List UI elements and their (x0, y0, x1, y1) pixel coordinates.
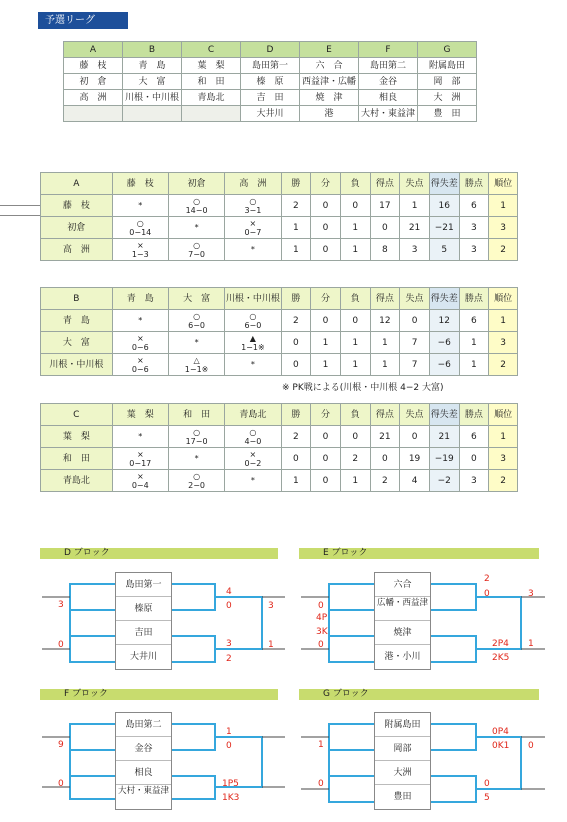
row-team: 藤 枝 (41, 195, 113, 217)
stat-cell: 2 (489, 354, 518, 376)
result-text: × (136, 471, 144, 481)
stat-cell: 1 (370, 354, 400, 376)
score: 3 (226, 639, 232, 649)
column-stat: 勝 (281, 288, 311, 310)
pk-note: ※ PK戦による(川根・中川根 4−2 大富) (282, 383, 444, 393)
column-stat: 失点 (400, 288, 430, 310)
column-stat: 勝 (281, 173, 311, 195)
stat-cell: −21 (429, 217, 459, 239)
stat-cell: 7 (400, 332, 430, 354)
row-team: 和 田 (41, 448, 113, 470)
row-team: 大 富 (41, 332, 113, 354)
stat-cell: 1 (281, 239, 311, 261)
group-cell: 榛 原 (241, 74, 300, 90)
section-title: 予選リーグ (38, 12, 128, 29)
column-stat: 勝 (281, 404, 311, 426)
group-cell: 港 (300, 106, 359, 122)
group-cell: 大 富 (123, 74, 182, 90)
group-cell: A (64, 42, 123, 58)
stat-cell: 2 (281, 426, 311, 448)
result-text: 0−2 (244, 458, 262, 468)
stat-cell: 2 (489, 470, 518, 492)
team-name: 広幡・西益津 (375, 597, 430, 621)
row-team: 青 島 (41, 310, 113, 332)
column-stat: 得点 (370, 404, 400, 426)
stat-cell: 2 (340, 448, 370, 470)
stat-cell: 6 (459, 195, 489, 217)
stat-cell: −6 (429, 354, 459, 376)
column-team: 初倉 (168, 173, 224, 195)
group-cell: C (182, 42, 241, 58)
score: 0 (58, 640, 64, 650)
score: 0 (318, 779, 324, 789)
score: 0 (58, 779, 64, 789)
result-text: × (249, 218, 257, 228)
group-cell: 藤 枝 (64, 58, 123, 74)
block-title: D ブロック (40, 548, 278, 559)
result-text: ○ (136, 218, 144, 228)
result-text: * (138, 316, 143, 325)
group-cell: 島田第一 (241, 58, 300, 74)
team-name: 島田第一 (116, 573, 171, 597)
group-cell: 六 合 (300, 58, 359, 74)
column-stat: 失点 (400, 404, 430, 426)
group-cell: 附属島田 (418, 58, 477, 74)
group-cell: 豊 田 (418, 106, 477, 122)
result-text: * (250, 476, 255, 485)
block-g-teams (374, 712, 431, 810)
team-name: 榛原 (116, 597, 171, 621)
column-stat: 負 (340, 173, 370, 195)
result-text: 2−0 (188, 480, 206, 490)
result-text: 1−1※ (184, 364, 209, 374)
column-stat: 得失差 (429, 288, 459, 310)
stat-cell: 17 (370, 195, 400, 217)
result-text: 3−1 (244, 205, 262, 215)
team-name: 吉田 (116, 621, 171, 645)
team-name: 港・小川 (384, 652, 421, 662)
result-text: * (250, 245, 255, 254)
stat-cell: 4 (400, 470, 430, 492)
team-name: 六合 (375, 573, 430, 597)
group-cell: 吉 田 (241, 90, 300, 106)
result-text: 0−14 (129, 227, 152, 237)
stat-cell: 1 (459, 332, 489, 354)
stat-cell: 7 (400, 354, 430, 376)
column-stat: 順位 (489, 173, 518, 195)
column-stat: 分 (311, 404, 341, 426)
stat-cell: 1 (340, 354, 370, 376)
stat-cell: 1 (489, 310, 518, 332)
score: 0 (484, 589, 490, 599)
stat-cell: −2 (429, 470, 459, 492)
stat-cell: 21 (400, 217, 430, 239)
block-title: F ブロック (40, 689, 278, 700)
result-text: 0−7 (244, 227, 262, 237)
score: 0 (226, 601, 232, 611)
group-cell: 高 洲 (64, 90, 123, 106)
stat-cell: 0 (311, 239, 341, 261)
block-title: E ブロック (299, 548, 539, 559)
stat-cell: 0 (311, 310, 341, 332)
result-text: * (138, 201, 143, 210)
stat-cell: −6 (429, 332, 459, 354)
group-cell: F (359, 42, 418, 58)
group-cell: 島田第二 (359, 58, 418, 74)
stat-cell: 12 (370, 310, 400, 332)
team-name: 大村・東益津 (117, 786, 169, 796)
score: 0 (528, 741, 534, 751)
score: 2 (226, 654, 232, 664)
column-team: 和 田 (168, 404, 224, 426)
column-stat: 得点 (370, 173, 400, 195)
result-text: × (136, 449, 144, 459)
result-text: 0−4 (131, 480, 149, 490)
column-stat: 得失差 (429, 404, 459, 426)
block-d-teams (115, 572, 172, 670)
group-cell: 葉 梨 (182, 58, 241, 74)
score: 0P4 (492, 727, 509, 737)
stat-cell: −19 (429, 448, 459, 470)
result-text: ○ (193, 196, 201, 206)
stat-cell: 19 (400, 448, 430, 470)
score: 3K (316, 627, 328, 637)
score: 4P (316, 613, 328, 623)
result-text: * (194, 454, 199, 463)
column-team: 高 洲 (225, 173, 281, 195)
stat-cell: 6 (459, 310, 489, 332)
stat-cell: 1 (340, 332, 370, 354)
group-cell: 初 倉 (64, 74, 123, 90)
result-text: × (249, 449, 257, 459)
score: 1 (318, 740, 324, 750)
score: 0 (318, 640, 324, 650)
stat-cell: 0 (281, 332, 311, 354)
stat-cell: 0 (340, 426, 370, 448)
group-cell: B (123, 42, 182, 58)
stat-cell: 21 (429, 426, 459, 448)
result-text: 6−0 (244, 320, 262, 330)
result-text: 4−0 (244, 436, 262, 446)
table-label: B (41, 288, 113, 310)
column-stat: 分 (311, 173, 341, 195)
column-stat: 勝点 (459, 288, 489, 310)
row-team: 高 洲 (41, 239, 113, 261)
group-cell: 大 洲 (418, 90, 477, 106)
stat-cell: 1 (370, 332, 400, 354)
score: 0 (226, 741, 232, 751)
stat-cell: 0 (459, 448, 489, 470)
stat-cell: 0 (400, 426, 430, 448)
column-stat: 順位 (489, 404, 518, 426)
stat-cell: 3 (489, 217, 518, 239)
result-text: ○ (249, 427, 257, 437)
block-f-teams (115, 712, 172, 810)
score: 1P5 (222, 779, 239, 789)
stat-cell: 0 (370, 217, 400, 239)
stat-cell: 0 (400, 310, 430, 332)
score: 9 (58, 740, 64, 750)
group-cell: E (300, 42, 359, 58)
result-text: × (136, 333, 144, 343)
stat-cell: 0 (311, 426, 341, 448)
team-name: 岡部 (375, 737, 430, 761)
team-name: 附属島田 (375, 713, 430, 737)
stat-cell: 3 (459, 217, 489, 239)
stat-cell: 1 (489, 426, 518, 448)
stat-cell: 3 (459, 239, 489, 261)
column-team: 藤 枝 (112, 173, 168, 195)
group-cell: 大井川 (241, 106, 300, 122)
stat-cell: 0 (311, 470, 341, 492)
result-text: 17−0 (185, 436, 208, 446)
result-text: 0−6 (131, 364, 149, 374)
stat-cell: 0 (370, 448, 400, 470)
group-cell: 岡 部 (418, 74, 477, 90)
column-stat: 勝点 (459, 173, 489, 195)
team-name: 金谷 (116, 737, 171, 761)
block-e-teams (374, 572, 431, 670)
stat-cell: 1 (489, 195, 518, 217)
result-text: * (250, 360, 255, 369)
row-team: 青島北 (41, 470, 113, 492)
stat-cell: 3 (489, 332, 518, 354)
table-label: C (41, 404, 113, 426)
result-text: × (136, 355, 144, 365)
stat-cell: 0 (340, 310, 370, 332)
column-team: 大 富 (168, 288, 224, 310)
group-cell: 和 田 (182, 74, 241, 90)
team-name: 大洲 (375, 761, 430, 785)
stat-cell: 1 (311, 332, 341, 354)
stat-cell: 3 (489, 448, 518, 470)
score: 2P4 (492, 639, 509, 649)
result-text: ○ (249, 311, 257, 321)
result-text: 7−0 (188, 249, 206, 259)
stat-cell: 5 (429, 239, 459, 261)
stat-cell: 1 (281, 217, 311, 239)
column-stat: 負 (340, 288, 370, 310)
result-text: 0−17 (129, 458, 152, 468)
score: 2 (484, 574, 490, 584)
block-title: G ブロック (299, 689, 539, 700)
group-cell: 青 島 (123, 58, 182, 74)
group-cell: 西益津・広幡 (300, 74, 359, 90)
score: 3 (528, 589, 534, 599)
stat-cell: 1 (311, 354, 341, 376)
column-stat: 負 (340, 404, 370, 426)
group-cell: G (418, 42, 477, 58)
column-team: 青島北 (225, 404, 281, 426)
team-name: 島田第二 (116, 713, 171, 737)
team-name: 豊田 (393, 792, 412, 802)
score: 3 (268, 601, 274, 611)
row-team: 葉 梨 (41, 426, 113, 448)
stat-cell: 3 (400, 239, 430, 261)
stat-cell: 0 (281, 448, 311, 470)
result-text: * (194, 223, 199, 232)
stat-cell: 6 (459, 426, 489, 448)
column-stat: 勝点 (459, 404, 489, 426)
column-stat: 失点 (400, 173, 430, 195)
stat-cell: 1 (340, 239, 370, 261)
group-cell: 金谷 (359, 74, 418, 90)
group-cell: D (241, 42, 300, 58)
result-text: * (138, 432, 143, 441)
score: 1 (268, 640, 274, 650)
group-cell: 青島北 (182, 90, 241, 106)
stat-cell: 1 (340, 217, 370, 239)
score: 4 (226, 587, 232, 597)
result-text: 1−1※ (241, 342, 265, 352)
result-text: ○ (193, 240, 201, 250)
stat-cell: 16 (429, 195, 459, 217)
result-text: ▲ (249, 333, 256, 343)
result-text: ○ (193, 427, 201, 437)
stat-cell: 0 (311, 448, 341, 470)
result-text: ○ (249, 196, 257, 206)
score: 1K3 (222, 793, 240, 803)
stat-cell: 2 (281, 195, 311, 217)
stat-cell: 1 (459, 354, 489, 376)
column-stat: 得失差 (429, 173, 459, 195)
result-text: * (194, 338, 199, 347)
group-cell: 大村・東益津 (359, 106, 418, 122)
stat-cell: 3 (459, 470, 489, 492)
stat-cell: 0 (281, 354, 311, 376)
column-stat: 分 (311, 288, 341, 310)
team-name: 焼津 (375, 621, 430, 645)
score: 3 (58, 600, 64, 610)
result-text: 1−3 (131, 249, 149, 259)
result-text: 6−0 (188, 320, 206, 330)
score: 0 (484, 779, 490, 789)
result-text: ○ (193, 311, 201, 321)
score: 1 (226, 727, 232, 737)
group-cell: 相良 (359, 90, 418, 106)
column-stat: 得点 (370, 288, 400, 310)
group-cell: 川根・中川根 (123, 90, 182, 106)
score: 0K1 (492, 741, 510, 751)
result-text: 0−6 (131, 342, 149, 352)
score: 2K5 (492, 653, 510, 663)
column-team: 川根・中川根 (225, 288, 281, 310)
stat-cell: 21 (370, 426, 400, 448)
stat-cell: 12 (429, 310, 459, 332)
score: 5 (484, 793, 490, 803)
row-team: 川根・中川根 (41, 354, 113, 376)
stat-cell: 2 (370, 470, 400, 492)
stat-cell: 1 (281, 470, 311, 492)
result-text: 14−0 (185, 205, 208, 215)
row-team: 初倉 (41, 217, 113, 239)
result-text: ○ (193, 471, 201, 481)
column-stat: 順位 (489, 288, 518, 310)
column-team: 葉 梨 (112, 404, 168, 426)
column-team: 青 島 (112, 288, 168, 310)
stat-cell: 8 (370, 239, 400, 261)
stat-cell: 0 (311, 217, 341, 239)
stat-cell: 1 (340, 470, 370, 492)
team-name: 大井川 (129, 652, 157, 662)
table-label: A (41, 173, 113, 195)
group-cell: 焼 津 (300, 90, 359, 106)
stat-cell: 2 (489, 239, 518, 261)
score: 0 (318, 601, 324, 611)
stat-cell: 0 (311, 195, 341, 217)
stat-cell: 1 (400, 195, 430, 217)
stat-cell: 2 (281, 310, 311, 332)
score: 1 (528, 639, 534, 649)
team-name: 相良 (116, 761, 171, 785)
stat-cell: 0 (340, 195, 370, 217)
result-text: × (136, 240, 144, 250)
result-text: △ (193, 355, 200, 365)
